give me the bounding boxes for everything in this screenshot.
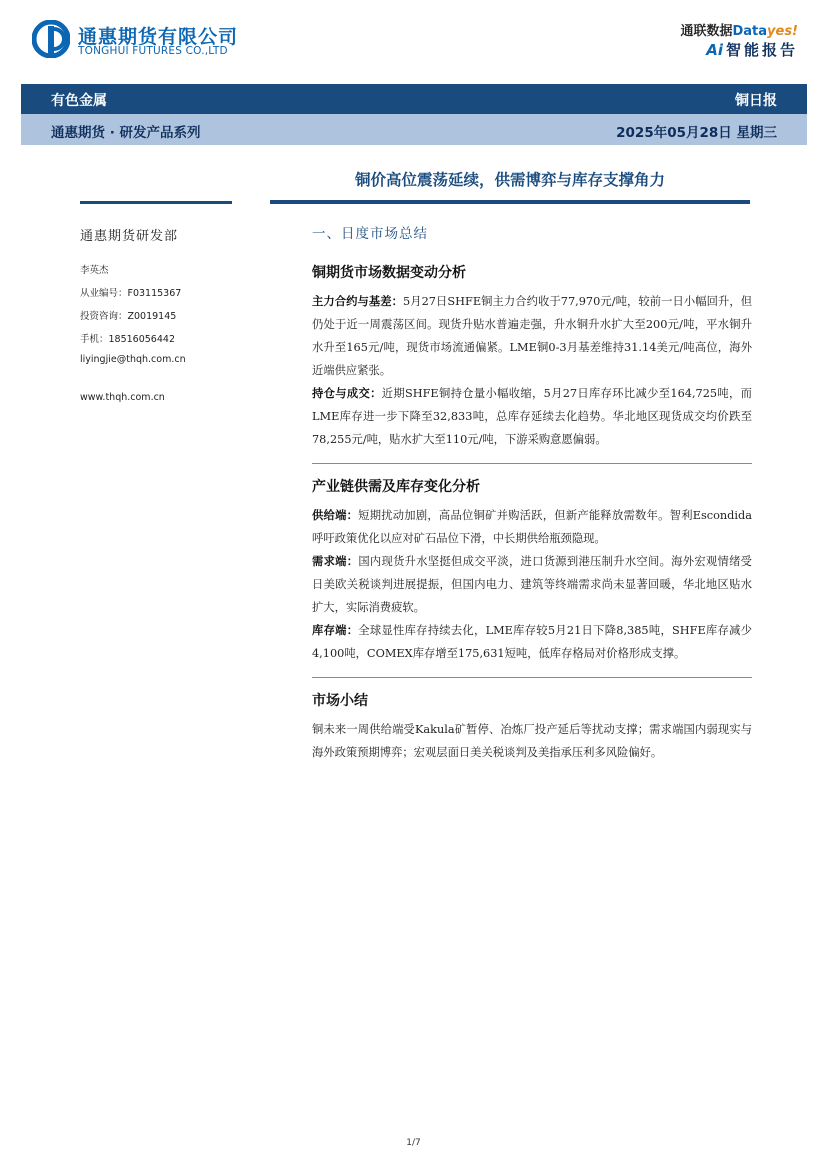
partner-name-yes: yes!	[767, 24, 798, 39]
partner-logo	[680, 20, 798, 39]
subsection-title-summary: 市场小结	[312, 693, 368, 709]
paragraph-text: 国内现货升水坚挺但成交平淡，进口货源到港压制升水空间。海外宏观情绪受日美欧关税谈判进展提振，但国内电力、建筑等终端需求尚未显著回暖，华北地区贴水扩大，实际消费疲软。	[312, 555, 752, 614]
company-name-cn: 通惠期货有限公司	[78, 26, 239, 48]
company-name-en: TONGHUI FUTURES CO.,LTD	[78, 45, 228, 57]
ai-report-label	[706, 39, 798, 60]
paragraph-summary: 铜未来一周供给端受Kakula矿暂停、冶炼厂投产延后等扰动支撑；需求端国内弱现实与海外政策预期博弈；宏观层面日美关税谈判及美指承压利多风险偏好。	[312, 723, 752, 759]
subsection-title-supply-chain: 产业链供需及库存变化分析	[312, 479, 480, 495]
analyst-name: 李英杰	[80, 265, 109, 276]
series-band	[21, 114, 807, 145]
license-number: 从业编号：F03115367	[80, 288, 182, 299]
category-label: 有色金属	[51, 93, 107, 109]
paragraph-supply	[312, 504, 752, 550]
report-date: 2025年05月28日 星期三	[616, 125, 777, 141]
email-link[interactable]: liyingjie@thqh.com.cn	[80, 354, 186, 365]
advisory-number: 投资咨询：Z0019145	[80, 311, 177, 322]
website-link[interactable]: www.thqh.com.cn	[80, 392, 165, 403]
paragraph-text: 近期SHFE铜持仓量小幅收缩，5月27日库存环比减少至164,725吨，而LME库存进一步下降至32,833吨，总库存延续去化趋势。华北地区现货成交均价跌至78,255元/吨，贴水扩大至110元/吨，下游采购意愿偏弱。	[312, 387, 752, 446]
paragraph-demand	[312, 550, 752, 619]
paragraph-label: 主力合约与基差：	[312, 295, 403, 308]
paragraph-text: 全球显性库存持续去化，LME库存较5月21日下降8,385吨，SHFE库存减少4,100吨，COMEX库存增至175,631短吨，低库存格局对价格形成支撑。	[312, 624, 752, 660]
sidebar-dept: 通惠期货研发部	[80, 229, 179, 244]
title-rule	[270, 200, 750, 204]
main-content	[312, 222, 752, 764]
paragraph-text: 短期扰动加剧，高品位铜矿并购活跃，但新产能释放需数年。智利Escondida呼吁政策优化以应对矿石品位下滑，中长期供给瓶颈隐现。	[312, 509, 752, 545]
paragraph-label: 需求端：	[312, 555, 359, 568]
paragraph-label: 供给端：	[312, 509, 359, 522]
paragraph-position	[312, 382, 752, 451]
partner-name-data: Data	[732, 24, 768, 39]
sidebar-rule	[80, 201, 232, 204]
company-logo-icon	[32, 20, 70, 58]
section-divider	[312, 463, 752, 464]
page-number: 1/7	[406, 1138, 421, 1148]
subsection-title-market: 铜期货市场数据变动分析	[312, 265, 466, 281]
paragraph-basis	[312, 290, 752, 382]
paragraph-inventory	[312, 619, 752, 665]
section-divider	[312, 677, 752, 678]
paragraph-label: 持仓与成交：	[312, 387, 382, 400]
category-band	[21, 84, 807, 114]
ai-prefix: Ai	[706, 41, 723, 59]
report-type-label: 铜日报	[735, 93, 777, 109]
paragraph-text: 5月27日SHFE铜主力合约收于77,970元/吨，较前一日小幅回升，但仍处于近一周震荡区间。现货升贴水普遍走强，升水铜升水扩大至200元/吨，平水铜升水升至165元/吨，现货市场流通偏紧。LME铜0-3月基差维持31.14美元/吨高位，海外近端供应紧张。	[312, 295, 752, 377]
paragraph-label: 库存端：	[312, 624, 359, 637]
partner-name-cn: 通联数据	[680, 24, 733, 39]
phone-number: 手机：18516056442	[80, 334, 175, 345]
series-label: 通惠期货 · 研发产品系列	[51, 125, 201, 141]
ai-report-text: 智能报告	[725, 41, 798, 59]
section-title: 一、日度市场总结	[312, 226, 428, 242]
report-title: 铜价高位震荡延续，供需博弈与库存支撑角力	[354, 171, 665, 189]
